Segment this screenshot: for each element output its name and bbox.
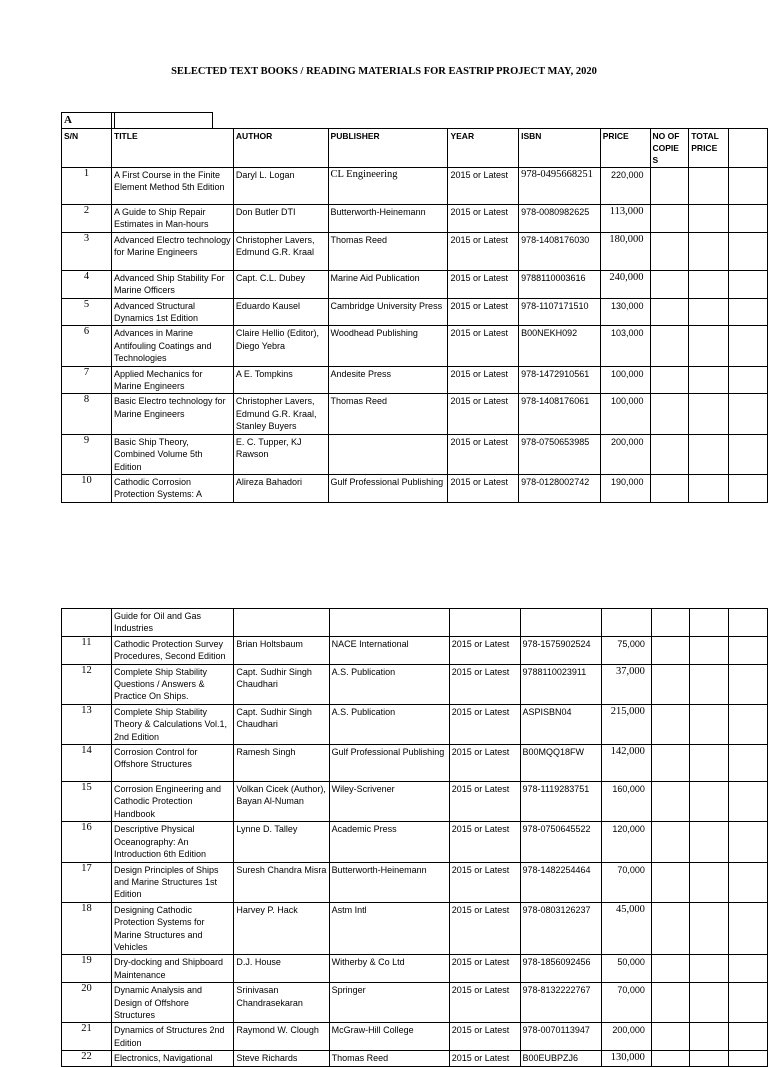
total-cell xyxy=(689,1023,728,1051)
title-cell: Designing Cathodic Protection Systems for Marine Structures and Vehicles xyxy=(111,902,233,955)
books-table-page-2 xyxy=(61,608,768,1067)
table-row xyxy=(62,955,768,983)
isbn-cell: 978-1482254464 xyxy=(520,862,602,902)
table-row xyxy=(62,232,768,270)
copies-cell xyxy=(650,168,689,205)
header-row xyxy=(62,129,768,168)
sn-cell: 12 xyxy=(62,664,112,704)
table-row xyxy=(62,394,768,434)
total-cell xyxy=(689,168,729,205)
isbn-cell: 978-1408176030 xyxy=(519,232,601,270)
author-cell: Christopher Lavers, Edmund G.R. Kraal xyxy=(233,232,328,270)
year-cell: 2015 or Latest xyxy=(448,326,519,366)
total-cell xyxy=(689,983,728,1023)
year-cell: 2015 or Latest xyxy=(449,983,520,1023)
copies-cell xyxy=(651,983,689,1023)
sn-cell: 15 xyxy=(62,782,112,822)
blank-cell xyxy=(729,298,768,326)
title-cell: Complete Ship Stability Theory & Calculations Vol.1, 2nd Edition xyxy=(111,704,233,744)
isbn-cell: 978-1472910561 xyxy=(519,366,601,394)
isbn-cell: B00EUBPZJ6 xyxy=(520,1051,602,1066)
year-cell: 2015 or Latest xyxy=(448,394,519,434)
blank-cell xyxy=(729,434,768,474)
sn-cell: 7 xyxy=(62,366,112,394)
price-cell: 50,000 xyxy=(602,955,652,983)
title-cell: Dynamic Analysis and Design of Offshore Structures xyxy=(111,983,233,1023)
publisher-cell: CL Engineering xyxy=(328,168,448,205)
table-row xyxy=(62,326,768,366)
price-cell: 130,000 xyxy=(602,1051,652,1066)
author-cell: Steve Richards xyxy=(234,1051,329,1066)
title-cell: Dry-docking and Shipboard Maintenance xyxy=(111,955,233,983)
isbn-cell: 978-0080982625 xyxy=(519,205,601,233)
header-year: YEAR xyxy=(448,129,519,168)
sn-cell: 8 xyxy=(62,394,112,434)
sn-cell: 16 xyxy=(62,822,112,862)
blank-cell xyxy=(728,745,767,782)
price-cell: 70,000 xyxy=(602,862,652,902)
isbn-cell: 978-0128002742 xyxy=(519,474,601,502)
author-cell: Capt. Sudhir Singh Chaudhari xyxy=(234,704,329,744)
table-row xyxy=(62,704,768,744)
author-cell: Volkan Cicek (Author), Bayan Al-Numan xyxy=(234,782,329,822)
publisher-cell: Thomas Reed xyxy=(328,394,448,434)
isbn-cell: 978-0495668251 xyxy=(519,168,601,205)
document-title: SELECTED TEXT BOOKS / READING MATERIALS FOR EASTRIP PROJECT MAY, 2020 xyxy=(171,66,597,77)
blank-cell xyxy=(728,1023,767,1051)
sn-cell: 5 xyxy=(62,298,112,326)
books-table-page-1 xyxy=(61,128,768,503)
continuation-row xyxy=(62,609,768,637)
price-cell: 37,000 xyxy=(602,664,652,704)
total-cell xyxy=(689,366,729,394)
isbn-cell: 978-0070113947 xyxy=(520,1023,602,1051)
sn-cell: 17 xyxy=(62,862,112,902)
author-cell: Alireza Bahadori xyxy=(233,474,328,502)
publisher-cell: Academic Press xyxy=(329,822,449,862)
blank-cell xyxy=(728,983,767,1023)
price-cell: 180,000 xyxy=(600,232,650,270)
title-cell: Descriptive Physical Oceanography: An Introduction 6th Edition xyxy=(111,822,233,862)
author-cell: Raymond W. Clough xyxy=(234,1023,329,1051)
total-cell xyxy=(689,474,729,502)
sn-cell: 1 xyxy=(62,168,112,205)
year-cell: 2015 or Latest xyxy=(448,270,519,298)
header-author: AUTHOR xyxy=(233,129,328,168)
publisher-cell: NACE International xyxy=(329,636,449,664)
author-cell: Claire Hellio (Editor), Diego Yebra xyxy=(233,326,328,366)
year-cell: 2015 or Latest xyxy=(449,902,520,955)
table-row xyxy=(62,664,768,704)
title-cell: Complete Ship Stability Questions / Answers & Practice On Ships. xyxy=(111,664,233,704)
table-row xyxy=(62,862,768,902)
publisher-cell: Butterworth-Heinemann xyxy=(328,205,448,233)
publisher-cell: Astm Intl xyxy=(329,902,449,955)
publisher-cell: Woodhead Publishing xyxy=(328,326,448,366)
header-isbn: ISBN xyxy=(519,129,601,168)
table-row xyxy=(62,434,768,474)
total-cell xyxy=(689,902,728,955)
publisher-cell: Andesite Press xyxy=(328,366,448,394)
total-cell xyxy=(689,270,729,298)
isbn-cell: 978-1119283751 xyxy=(520,782,602,822)
year-cell: 2015 or Latest xyxy=(448,168,519,205)
total-cell xyxy=(689,232,729,270)
header-copies: NO OF COPIE S xyxy=(650,129,689,168)
price-cell: 160,000 xyxy=(602,782,652,822)
author-cell: D.J. House xyxy=(234,955,329,983)
section-blank-cell xyxy=(111,112,213,129)
price-cell: 240,000 xyxy=(600,270,650,298)
copies-cell xyxy=(650,270,689,298)
sn-cell: 18 xyxy=(62,902,112,955)
price-cell: 113,000 xyxy=(600,205,650,233)
header-price: PRICE xyxy=(600,129,650,168)
sn-cell: 4 xyxy=(62,270,112,298)
table-row xyxy=(62,168,768,205)
publisher-cell: Cambridge University Press xyxy=(328,298,448,326)
author-cell: Lynne D. Talley xyxy=(234,822,329,862)
title-cell: Advanced Electro technology for Marine Engineers xyxy=(112,232,234,270)
total-cell xyxy=(689,636,728,664)
blank-cell xyxy=(728,636,767,664)
copies-cell xyxy=(651,862,689,902)
blank-cell xyxy=(728,822,767,862)
copies-cell xyxy=(650,298,689,326)
total-cell xyxy=(689,326,729,366)
sn-cell: 22 xyxy=(62,1051,112,1066)
total-cell xyxy=(689,704,728,744)
blank-cell xyxy=(728,862,767,902)
title-cell: Applied Mechanics for Marine Engineers xyxy=(112,366,234,394)
sn-cell: 6 xyxy=(62,326,112,366)
sn-cell: 2 xyxy=(62,205,112,233)
total-cell xyxy=(689,862,728,902)
copies-cell xyxy=(651,955,689,983)
header-sn: S/N xyxy=(62,129,112,168)
author-cell: Capt. Sudhir Singh Chaudhari xyxy=(234,664,329,704)
header-publisher: PUBLISHER xyxy=(328,129,448,168)
blank-cell xyxy=(729,474,768,502)
copies-cell xyxy=(650,326,689,366)
year-cell: 2015 or Latest xyxy=(449,664,520,704)
author-cell: Harvey P. Hack xyxy=(234,902,329,955)
table-row xyxy=(62,636,768,664)
sn-cell: 13 xyxy=(62,704,112,744)
publisher-cell: McGraw-Hill College xyxy=(329,1023,449,1051)
table-row xyxy=(62,1023,768,1051)
year-cell: 2015 or Latest xyxy=(449,745,520,782)
copies-cell xyxy=(651,745,689,782)
sn-cell: 9 xyxy=(62,434,112,474)
isbn-cell: 978-0750645522 xyxy=(520,822,602,862)
total-cell xyxy=(689,745,728,782)
header-title: TITLE xyxy=(112,129,234,168)
publisher-cell: Butterworth-Heinemann xyxy=(329,862,449,902)
author-cell: Srinivasan Chandrasekaran xyxy=(234,983,329,1023)
table-row xyxy=(62,474,768,502)
title-cell: Electronics, Navigational xyxy=(111,1051,233,1066)
isbn-cell: 978-8132222767 xyxy=(520,983,602,1023)
price-cell: 100,000 xyxy=(600,394,650,434)
price-cell: 100,000 xyxy=(600,366,650,394)
copies-cell xyxy=(650,366,689,394)
title-cell: Advanced Structural Dynamics 1st Edition xyxy=(112,298,234,326)
publisher-cell: Thomas Reed xyxy=(329,1051,449,1066)
isbn-cell: 9788110003616 xyxy=(519,270,601,298)
year-cell: 2015 or Latest xyxy=(448,205,519,233)
title-cell: Cathodic Corrosion Protection Systems: A xyxy=(112,474,234,502)
table-row xyxy=(62,298,768,326)
publisher-cell: A.S. Publication xyxy=(329,704,449,744)
header-blank xyxy=(729,129,768,168)
author-cell: Christopher Lavers, Edmund G.R. Kraal, Stanley Buyers xyxy=(233,394,328,434)
title-cell: Corrosion Control for Offshore Structures xyxy=(111,745,233,782)
total-cell xyxy=(689,394,729,434)
year-cell: 2015 or Latest xyxy=(449,1023,520,1051)
sn-cell: 10 xyxy=(62,474,112,502)
year-cell: 2015 or Latest xyxy=(449,704,520,744)
blank-cell xyxy=(728,1051,767,1066)
year-cell: 2015 or Latest xyxy=(448,474,519,502)
price-cell: 200,000 xyxy=(602,1023,652,1051)
copies-cell xyxy=(651,1023,689,1051)
author-cell: Ramesh Singh xyxy=(234,745,329,782)
total-cell xyxy=(689,955,728,983)
publisher-cell: Springer xyxy=(329,983,449,1023)
copies-cell xyxy=(651,704,689,744)
isbn-cell: 978-1856092456 xyxy=(520,955,602,983)
author-cell: Eduardo Kausel xyxy=(233,298,328,326)
continuation-title: Guide for Oil and Gas Industries xyxy=(111,609,233,637)
copies-cell xyxy=(650,232,689,270)
blank-cell xyxy=(729,232,768,270)
price-cell: 70,000 xyxy=(602,983,652,1023)
publisher-cell: Witherby & Co Ltd xyxy=(329,955,449,983)
sn-cell: 14 xyxy=(62,745,112,782)
price-cell: 75,000 xyxy=(602,636,652,664)
copies-cell xyxy=(651,636,689,664)
isbn-cell: B00MQQ18FW xyxy=(520,745,602,782)
header-total: TOTAL PRICE xyxy=(689,129,729,168)
blank-cell xyxy=(728,664,767,704)
year-cell: 2015 or Latest xyxy=(449,1051,520,1066)
author-cell: Capt. C.L. Dubey xyxy=(233,270,328,298)
copies-cell xyxy=(650,205,689,233)
copies-cell xyxy=(651,902,689,955)
table-row xyxy=(62,983,768,1023)
author-cell: Brian Holtsbaum xyxy=(234,636,329,664)
author-cell: Suresh Chandra Misra xyxy=(234,862,329,902)
sn-cell: 11 xyxy=(62,636,112,664)
year-cell: 2015 or Latest xyxy=(448,298,519,326)
author-cell: Don Butler DTI xyxy=(233,205,328,233)
price-cell: 130,000 xyxy=(600,298,650,326)
total-cell xyxy=(689,1051,728,1066)
blank-cell xyxy=(728,955,767,983)
price-cell: 220,000 xyxy=(600,168,650,205)
sn-cell: 3 xyxy=(62,232,112,270)
blank-cell xyxy=(729,270,768,298)
copies-cell xyxy=(650,474,689,502)
blank-cell xyxy=(729,366,768,394)
total-cell xyxy=(689,664,728,704)
table-row xyxy=(62,902,768,955)
price-cell: 215,000 xyxy=(602,704,652,744)
blank-cell xyxy=(728,704,767,744)
isbn-cell: 978-0750653985 xyxy=(519,434,601,474)
sn-cell: 19 xyxy=(62,955,112,983)
isbn-cell: B00NEKH092 xyxy=(519,326,601,366)
copies-cell xyxy=(651,1051,689,1066)
price-cell: 103,000 xyxy=(600,326,650,366)
price-cell: 200,000 xyxy=(600,434,650,474)
isbn-cell: 9788110023911 xyxy=(520,664,602,704)
table-row xyxy=(62,782,768,822)
author-cell: A E. Tompkins xyxy=(233,366,328,394)
publisher-cell: Marine Aid Publication xyxy=(328,270,448,298)
total-cell xyxy=(689,434,729,474)
publisher-cell: A.S. Publication xyxy=(329,664,449,704)
author-cell: Daryl L. Logan xyxy=(233,168,328,205)
price-cell: 142,000 xyxy=(602,745,652,782)
blank-cell xyxy=(728,782,767,822)
year-cell: 2015 or Latest xyxy=(449,636,520,664)
isbn-cell: 978-0803126237 xyxy=(520,902,602,955)
blank-cell xyxy=(729,205,768,233)
title-cell: Dynamics of Structures 2nd Edition xyxy=(111,1023,233,1051)
publisher-cell xyxy=(328,434,448,474)
publisher-cell: Thomas Reed xyxy=(328,232,448,270)
year-cell: 2015 or Latest xyxy=(449,822,520,862)
title-cell: Cathodic Protection Survey Procedures, Second Edition xyxy=(111,636,233,664)
author-cell: E. C. Tupper, KJ Rawson xyxy=(233,434,328,474)
title-cell: A Guide to Ship Repair Estimates in Man-hours xyxy=(112,205,234,233)
copies-cell xyxy=(651,782,689,822)
year-cell: 2015 or Latest xyxy=(449,862,520,902)
table-row xyxy=(62,822,768,862)
section-label: A xyxy=(61,112,115,129)
title-cell: A First Course in the Finite Element Method 5th Edition xyxy=(112,168,234,205)
copies-cell xyxy=(650,394,689,434)
sn-cell: 20 xyxy=(62,983,112,1023)
title-cell: Basic Ship Theory, Combined Volume 5th Edition xyxy=(112,434,234,474)
title-cell: Design Principles of Ships and Marine Structures 1st Edition xyxy=(111,862,233,902)
title-cell: Basic Electro technology for Marine Engineers xyxy=(112,394,234,434)
publisher-cell: Wiley-Scrivener xyxy=(329,782,449,822)
price-cell: 120,000 xyxy=(602,822,652,862)
year-cell: 2015 or Latest xyxy=(449,955,520,983)
table-row xyxy=(62,366,768,394)
isbn-cell: ASPISBN04 xyxy=(520,704,602,744)
year-cell: 2015 or Latest xyxy=(448,232,519,270)
table-row xyxy=(62,205,768,233)
title-cell: Advances in Marine Antifouling Coatings and Technologies xyxy=(112,326,234,366)
title-cell: Corrosion Engineering and Cathodic Protection Handbook xyxy=(111,782,233,822)
copies-cell xyxy=(650,434,689,474)
year-cell: 2015 or Latest xyxy=(448,434,519,474)
blank-cell xyxy=(729,168,768,205)
blank-cell xyxy=(729,394,768,434)
table-row xyxy=(62,745,768,782)
copies-cell xyxy=(651,822,689,862)
table-row xyxy=(62,1051,768,1066)
total-cell xyxy=(689,822,728,862)
year-cell: 2015 or Latest xyxy=(448,366,519,394)
price-cell: 190,000 xyxy=(600,474,650,502)
sn-cell: 21 xyxy=(62,1023,112,1051)
copies-cell xyxy=(651,664,689,704)
year-cell: 2015 or Latest xyxy=(449,782,520,822)
total-cell xyxy=(689,298,729,326)
isbn-cell: 978-1575902524 xyxy=(520,636,602,664)
blank-cell xyxy=(729,326,768,366)
blank-cell xyxy=(728,902,767,955)
table-row xyxy=(62,270,768,298)
price-cell: 45,000 xyxy=(602,902,652,955)
total-cell xyxy=(689,205,729,233)
isbn-cell: 978-1408176061 xyxy=(519,394,601,434)
total-cell xyxy=(689,782,728,822)
title-cell: Advanced Ship Stability For Marine Officers xyxy=(112,270,234,298)
isbn-cell: 978-1107171510 xyxy=(519,298,601,326)
publisher-cell: Gulf Professional Publishing xyxy=(329,745,449,782)
publisher-cell: Gulf Professional Publishing xyxy=(328,474,448,502)
